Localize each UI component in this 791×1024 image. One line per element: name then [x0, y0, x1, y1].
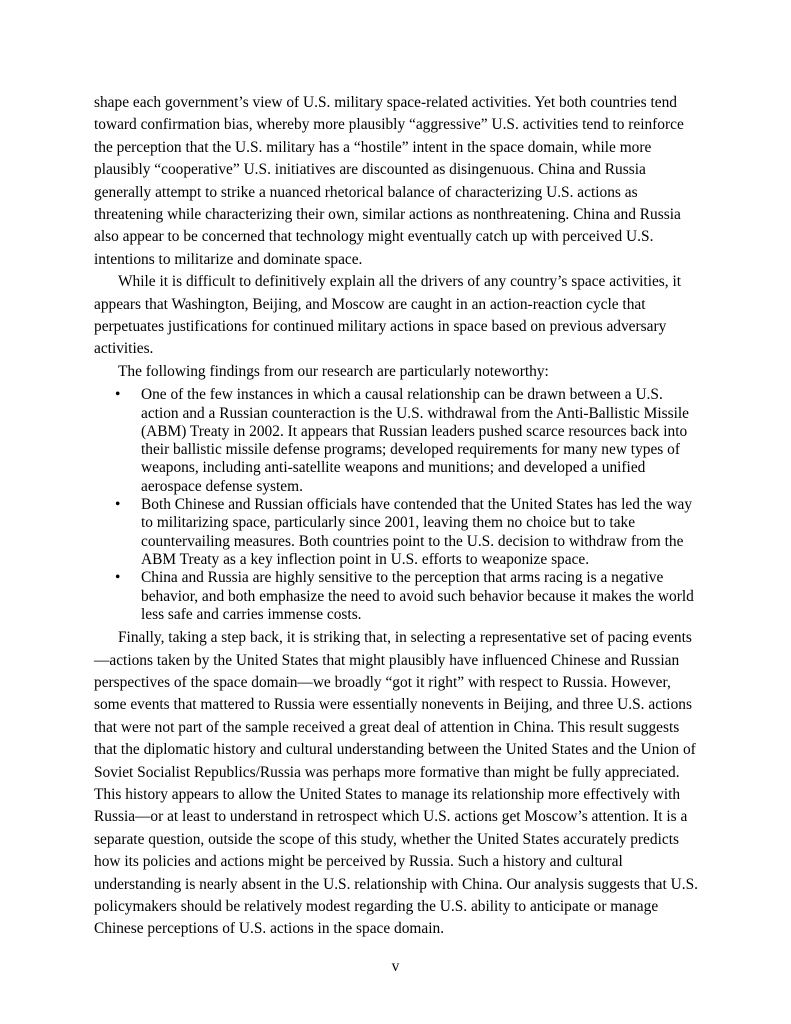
bullet-icon: • [115, 496, 121, 514]
list-item [94, 496, 700, 569]
findings-list [94, 386, 700, 624]
paragraph-findings-intro: The following findings from our research are particularly noteworthy: [118, 362, 549, 380]
paragraph-action-reaction-cycle: While it is difficult to definitively explain all the drivers of any country’s space activities, it appears that Washington, Beijing, and Moscow are caught in an action-reaction cycle that perpetuates justifications for continued military actions in space based on previous adversary activities. [94, 273, 682, 358]
bullet-icon: • [115, 386, 121, 404]
bullet-icon: • [115, 569, 121, 587]
list-item-text: China and Russia are highly sensitive to the perception that arms racing is a negative behavior, and both emphasize the need to avoid such behavior because it makes the world less safe and carries immense costs. [141, 569, 694, 623]
paragraph-finally: Finally, taking a step back, it is striking that, in selecting a representative set of pacing events—actions taken by the United States that might plausibly have influenced Chinese and Russian perspectives of the space domain—we broadly “got it right” with respect to Russia. However, some events that mattered to Russia were essentially nonevents in Beijing, and three U.S. actions that were not part of the sample received a great deal of attention in China. This result suggests that the diplomatic history and cultural understanding between the United States and the Union of Soviet Socialist Republics/Russia was perhaps more formative than might be fully appreciated. This history appears to allow the United States to manage its relationship more effectively with Russia—or at least to understand in retrospect which U.S. actions get Moscow’s attention. It is a separate question, outside the scope of this study, whether the United States accurately predicts how its policies and actions might be perceived by Russia. Such a history and cultural understanding is nearly absent in the U.S. relationship with China. Our analysis suggests that U.S. policymakers should be relatively modest regarding the U.S. ability to anticipate or manage Chinese perceptions of U.S. actions in the space domain. [94, 629, 699, 938]
list-item [94, 569, 700, 624]
page-number: v [391, 958, 400, 975]
paragraph-confirmation-bias: shape each government’s view of U.S. military space-related activities. Yet both countries tend toward confirmation bias, whereby more plausibly “aggressive” U.S. activities tend to reinforce the perception that the U.S. military has a “hostile” intent in the space domain, while more plausibly “cooperative” U.S. initiatives are discounted as disingenuous. China and Russia generally attempt to strike a nuanced rhetorical balance of characterizing U.S. actions as threatening while characterizing their own, similar actions as nonthreatening. China and Russia also appear to be concerned that technology might eventually catch up with perceived U.S. intentions to militarize and dominate space. [94, 94, 684, 268]
list-item-text: One of the few instances in which a causal relationship can be drawn between a U.S. action and a Russian counteraction is the U.S. withdrawal from the Anti-Ballistic Missile (ABM) Treaty in 2002. It appears that Russian leaders pushed scarce resources back into their ballistic missile defense programs; developed requirements for many new types of weapons, including anti-satellite weapons and munitions; and developed a unified aerospace defense system. [141, 386, 689, 495]
list-item-text: Both Chinese and Russian officials have contended that the United States has led the way to militarizing space, particularly since 2001, leaving them no choice but to take countervailing measures. Both countries point to the U.S. decision to withdraw from the ABM Treaty as a key inflection point in U.S. efforts to weaponize space. [141, 496, 693, 568]
list-item [94, 386, 700, 496]
document-body [94, 92, 700, 941]
